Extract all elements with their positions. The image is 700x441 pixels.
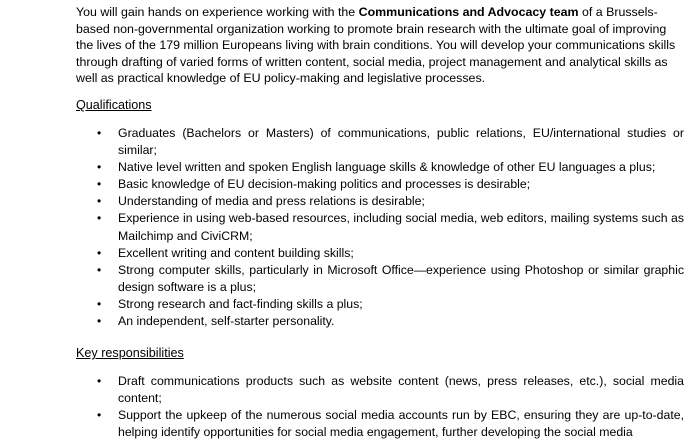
qualifications-heading: Qualifications xyxy=(76,98,152,112)
list-item: • Native level written and spoken English language skills & knowledge of other EU languages a plus; xyxy=(76,159,684,176)
intro-post: of a Brussels-based non-governmental organization working to promote brain research with the ultimate goal of improving the lives of the 179 million Europeans living with brain conditions. You will develop your communications skills through drafting of varied forms of written content, social media, project management and analytical skills as well as practical knowledge of EU policy-making and legislative processes. xyxy=(76,5,676,86)
bullet-icon: • xyxy=(97,408,102,423)
bullet-icon: • xyxy=(97,245,102,260)
list-item: • Strong computer skills, particularly in Microsoft Office—experience using Photoshop or similar graphic design software is a plus; xyxy=(97,262,684,294)
bullet-icon: • xyxy=(97,262,102,277)
list-item: • An independent, self-starter personality. xyxy=(76,313,684,330)
responsibilities-list xyxy=(76,373,684,441)
bullet-icon: • xyxy=(97,194,102,209)
bullet-icon: • xyxy=(97,374,102,388)
bullet-icon: • xyxy=(97,177,102,192)
list-item: • Support the upkeep of the numerous social media accounts run by EBC, ensuring they are up-to-date, helping identify opportunities for social media engagement, further developing the social media xyxy=(97,408,684,440)
qualifications-list xyxy=(76,125,684,330)
bullet-icon: • xyxy=(97,314,102,329)
list-item: • Basic knowledge of EU decision-making politics and processes is desirable; xyxy=(76,176,684,193)
list-item: • Understanding of media and press relations is desirable; xyxy=(76,193,684,210)
intro-paragraph xyxy=(76,4,682,87)
list-item: • Excellent writing and content building skills; xyxy=(76,245,684,262)
list-item: • Strong research and fact-finding skills a plus; xyxy=(76,296,684,313)
intro-team-name: Communications and Advocacy team xyxy=(358,5,579,19)
bullet-icon: • xyxy=(97,211,102,226)
responsibilities-heading: Key responsibilities xyxy=(76,346,184,360)
bullet-icon: • xyxy=(97,126,102,140)
list-item: • Draft communications products such as website content (news, press releases, etc.), social media content; xyxy=(97,374,684,406)
intro-pre: You will gain hands on experience working with the xyxy=(76,5,359,19)
list-item: • Graduates (Bachelors or Masters) of communications, public relations, EU/international studies or similar; xyxy=(97,126,684,158)
bullet-icon: • xyxy=(97,296,102,311)
bullet-icon: • xyxy=(97,160,102,175)
list-item: • Experience in using web-based resources, including social media, web editors, mailing systems such as Mailchimp and CiviCRM; xyxy=(97,211,684,243)
